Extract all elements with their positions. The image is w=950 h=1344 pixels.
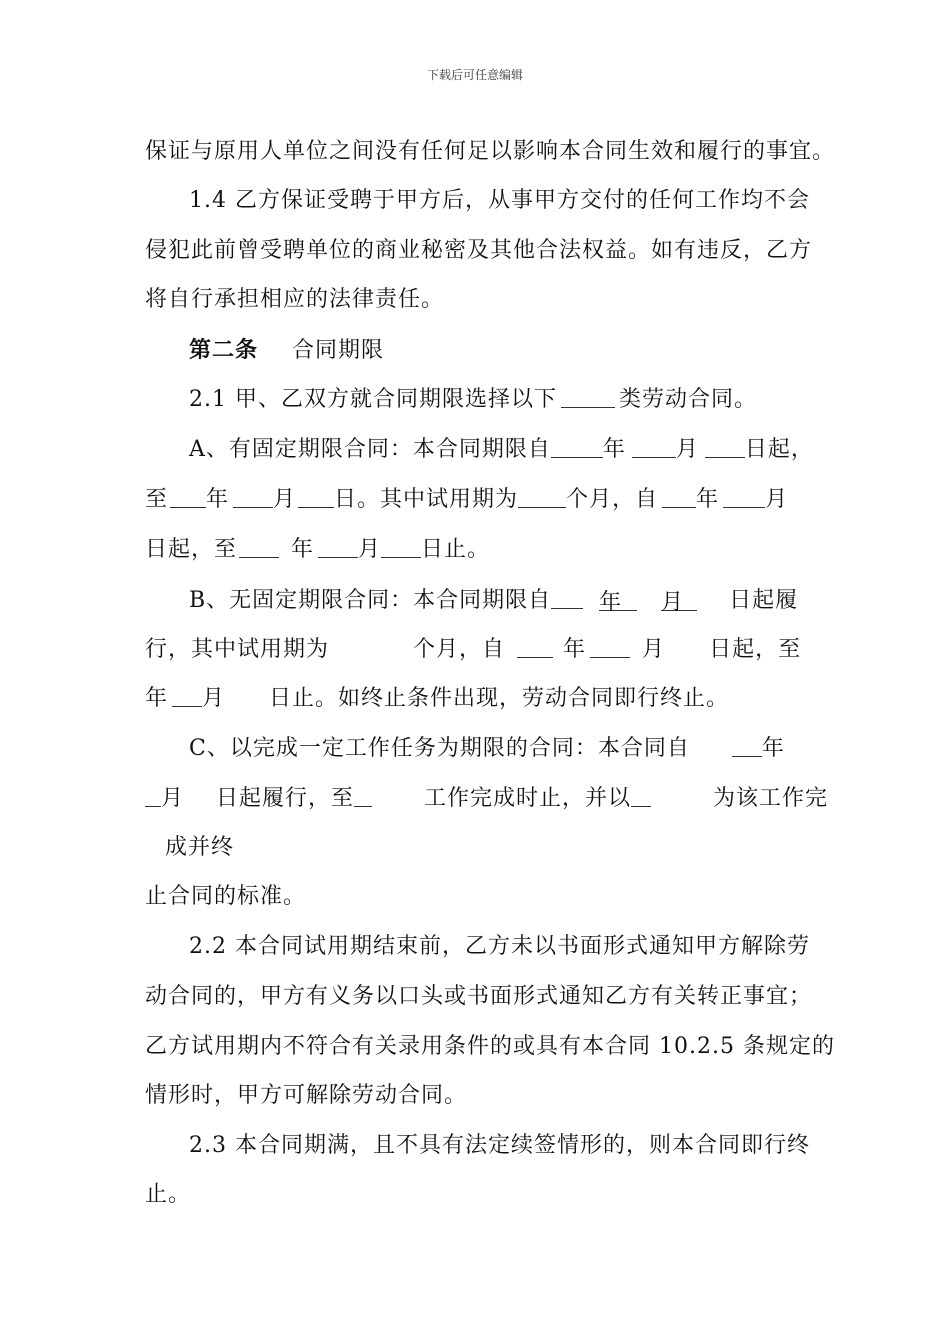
- option-c-line: 止合同的标准。: [145, 884, 307, 909]
- blank-field[interactable]: [551, 586, 583, 609]
- option-a-line: [189, 435, 814, 465]
- text: 日止。: [421, 537, 491, 562]
- text: 日起，: [744, 437, 814, 462]
- text: 至: [145, 487, 169, 512]
- page-header: 下载后可任意编辑: [426, 68, 523, 82]
- blank-field[interactable]: [172, 684, 202, 707]
- blank-field[interactable]: [599, 588, 637, 615]
- text: 为该工作完: [713, 786, 829, 811]
- text: 年: [696, 487, 720, 512]
- blank-field[interactable]: [631, 784, 651, 807]
- text: 年: [291, 537, 315, 562]
- text: 年: [563, 637, 587, 662]
- paragraph-line: 止。: [145, 1182, 192, 1207]
- blank-field[interactable]: [518, 485, 566, 508]
- clause-1-4-line: 1.4 乙方保证受聘于甲方后，从事甲方交付的任何工作均不会: [189, 188, 810, 213]
- blank-field[interactable]: [662, 485, 696, 508]
- text: 日。其中试用期为: [334, 487, 519, 512]
- paragraph-line: 将自行承担相应的法律责任。: [145, 287, 445, 312]
- blank-field[interactable]: [705, 435, 745, 458]
- blank-field[interactable]: [318, 535, 358, 558]
- text: 类劳动合同。: [618, 387, 757, 412]
- option-a-line: [145, 535, 490, 565]
- text: 月: [202, 686, 226, 711]
- text: 个月，自: [413, 637, 506, 662]
- text: 年: [206, 487, 230, 512]
- blank-field[interactable]: [632, 435, 676, 458]
- blank-field[interactable]: [298, 485, 334, 508]
- text: A、有固定期限合同：本合同期限自: [189, 437, 551, 462]
- text: 日起，至: [709, 637, 802, 662]
- text: 年: [602, 437, 626, 462]
- blank-field[interactable]: [517, 635, 553, 658]
- text: 月: [675, 437, 699, 462]
- article-title: 合同期限: [292, 338, 385, 363]
- clause-2-3-line: 2.3 本合同期满，且不具有法定续签情形的，则本合同即行终: [189, 1133, 810, 1158]
- blank-field[interactable]: [561, 385, 615, 408]
- clause-2-1-line: [189, 385, 757, 415]
- paragraph-line: 侵犯此前曾受聘单位的商业秘密及其他合法权益。如有违反，乙方: [145, 238, 813, 263]
- text: B、无固定期限合同：本合同期限自: [189, 588, 552, 613]
- text: 日起，至: [145, 537, 238, 562]
- paragraph-line: 乙方试用期内不符合有关录用条件的或具有本合同 10.2.5 条规定的: [145, 1034, 835, 1059]
- text: 月: [765, 487, 789, 512]
- blank-field[interactable]: [354, 784, 372, 807]
- option-c-line: [189, 734, 785, 764]
- blank-field[interactable]: [551, 435, 603, 458]
- blank-field[interactable]: [233, 485, 273, 508]
- text: 日起履: [729, 588, 799, 613]
- text: 年: [599, 590, 623, 615]
- text: 年: [145, 686, 169, 711]
- option-c-line: 成并终: [165, 835, 235, 860]
- text: C、以完成一定工作任务为期限的合同：本合同自: [189, 736, 690, 761]
- blank-field[interactable]: [170, 485, 206, 508]
- blank-field[interactable]: [381, 535, 421, 558]
- blank-field[interactable]: [732, 734, 762, 757]
- blank-field[interactable]: [723, 485, 765, 508]
- article-2-heading: [189, 335, 384, 366]
- text: 年: [761, 736, 785, 761]
- text: 月: [161, 786, 185, 811]
- option-b-line: [189, 586, 798, 616]
- clause-2-2-line: 2.2 本合同试用期结束前，乙方未以书面形式通知甲方解除劳: [189, 934, 810, 959]
- text: 日起履行，至: [216, 786, 355, 811]
- text: 2.1 甲、乙双方就合同期限选择以下: [189, 387, 557, 412]
- option-b-line: [145, 635, 801, 665]
- text: 日止。如终止条件出现，劳动合同即行终止。: [269, 686, 730, 711]
- paragraph-line: 保证与原用人单位之间没有任何足以影响本合同生效和履行的事宜。: [145, 139, 836, 164]
- text: 月: [358, 537, 382, 562]
- blank-field[interactable]: [661, 588, 697, 615]
- option-b-line: [145, 684, 729, 714]
- text: 个月，自: [566, 487, 659, 512]
- option-c-line: [145, 784, 828, 814]
- text: 工作完成时止，并以: [424, 786, 632, 811]
- blank-field[interactable]: [590, 635, 630, 658]
- article-number: 第二条: [189, 337, 259, 363]
- blank-field[interactable]: [145, 784, 161, 807]
- text: 月: [273, 487, 297, 512]
- text: 行，其中试用期为: [145, 637, 330, 662]
- text: 月: [642, 637, 666, 662]
- paragraph-line: 情形时，甲方可解除劳动合同。: [145, 1083, 468, 1108]
- text: 月: [661, 590, 685, 615]
- option-a-line: [145, 485, 788, 515]
- paragraph-line: 动合同的，甲方有义务以口头或书面形式通知乙方有关转正事宜；: [145, 984, 813, 1009]
- blank-field[interactable]: [239, 535, 279, 558]
